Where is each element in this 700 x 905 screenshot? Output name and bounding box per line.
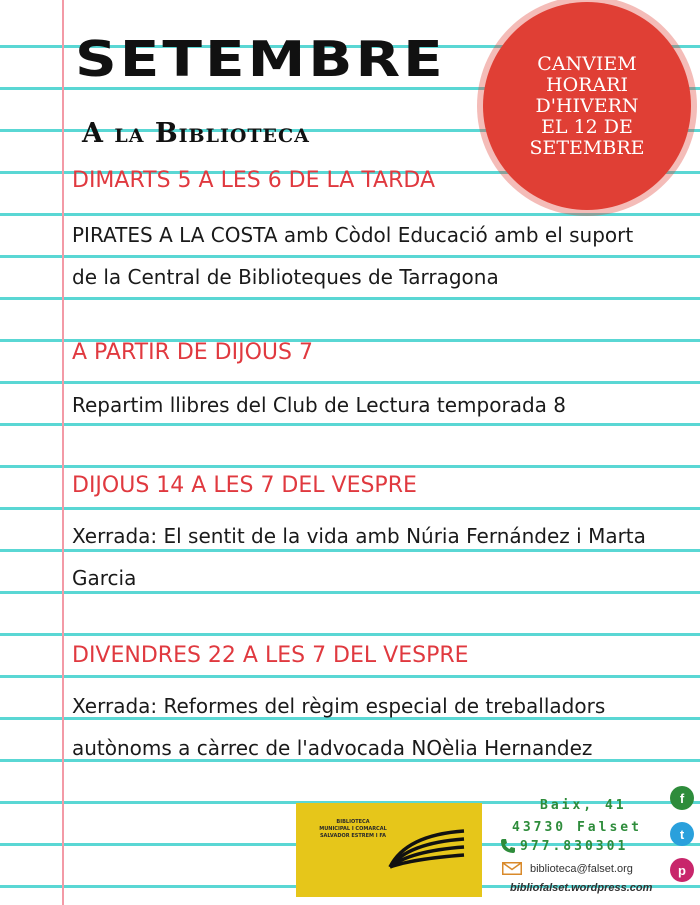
facebook-icon[interactable] bbox=[670, 786, 694, 810]
event-description: PIRATES A LA COSTA amb Còdol Educació amb el suport de la Central de Biblioteques de Tarragona bbox=[72, 223, 634, 289]
badge-text: CANVIEM HORARI D'HIVERN EL 12 DE SETEMBRE bbox=[529, 52, 645, 159]
schedule-change-badge bbox=[483, 2, 691, 210]
logo-line: MUNICIPAL I COMARCAL bbox=[319, 826, 387, 832]
event-date: DIVENDRES 22 A LES 7 DEL VESPRE bbox=[72, 643, 469, 668]
address-line: 43730 Falset bbox=[512, 820, 642, 835]
twitter-letter: t bbox=[679, 826, 685, 842]
pinterest-letter: p bbox=[678, 862, 686, 878]
margin-line bbox=[62, 0, 64, 905]
event-description: Xerrada: El sentit de la vida amb Núria Fernández i Marta Garcia bbox=[72, 524, 646, 590]
phone-number[interactable]: 977.830301 bbox=[520, 838, 629, 854]
logo-line: SALVADOR ESTREM I FA bbox=[319, 833, 387, 839]
phone-row bbox=[500, 838, 628, 854]
pinterest-icon[interactable] bbox=[670, 858, 694, 882]
envelope-icon bbox=[502, 862, 522, 875]
event-description: Xerrada: Reformes del règim especial de treballadors autònoms a càrrec de l'advocada NOèlia Hernandez bbox=[72, 694, 606, 760]
event-date: A PARTIR DE DIJOUS 7 bbox=[72, 340, 313, 365]
address-line: Baix, 41 bbox=[540, 798, 627, 813]
event-date: DIJOUS 14 A LES 7 DEL VESPRE bbox=[72, 473, 417, 498]
email-row bbox=[502, 862, 633, 875]
page-title: SETEMBRE bbox=[75, 30, 446, 88]
twitter-icon[interactable] bbox=[670, 822, 694, 846]
logo-text bbox=[318, 819, 388, 840]
page-subtitle: A la Biblioteca bbox=[82, 118, 310, 149]
email-link[interactable]: biblioteca@falset.org bbox=[530, 862, 633, 875]
phone-icon bbox=[500, 838, 516, 854]
library-logo bbox=[296, 803, 482, 897]
facebook-letter: f bbox=[679, 790, 685, 806]
event-description: Repartim llibres del Club de Lectura temporada 8 bbox=[72, 393, 566, 417]
event-date: DIMARTS 5 A LES 6 DE LA TARDA bbox=[72, 168, 435, 193]
website-link[interactable]: bibliofalset.wordpress.com bbox=[510, 882, 653, 894]
logo-line: BIBLIOTECA bbox=[336, 819, 370, 825]
logo-stripes-icon bbox=[386, 827, 466, 871]
